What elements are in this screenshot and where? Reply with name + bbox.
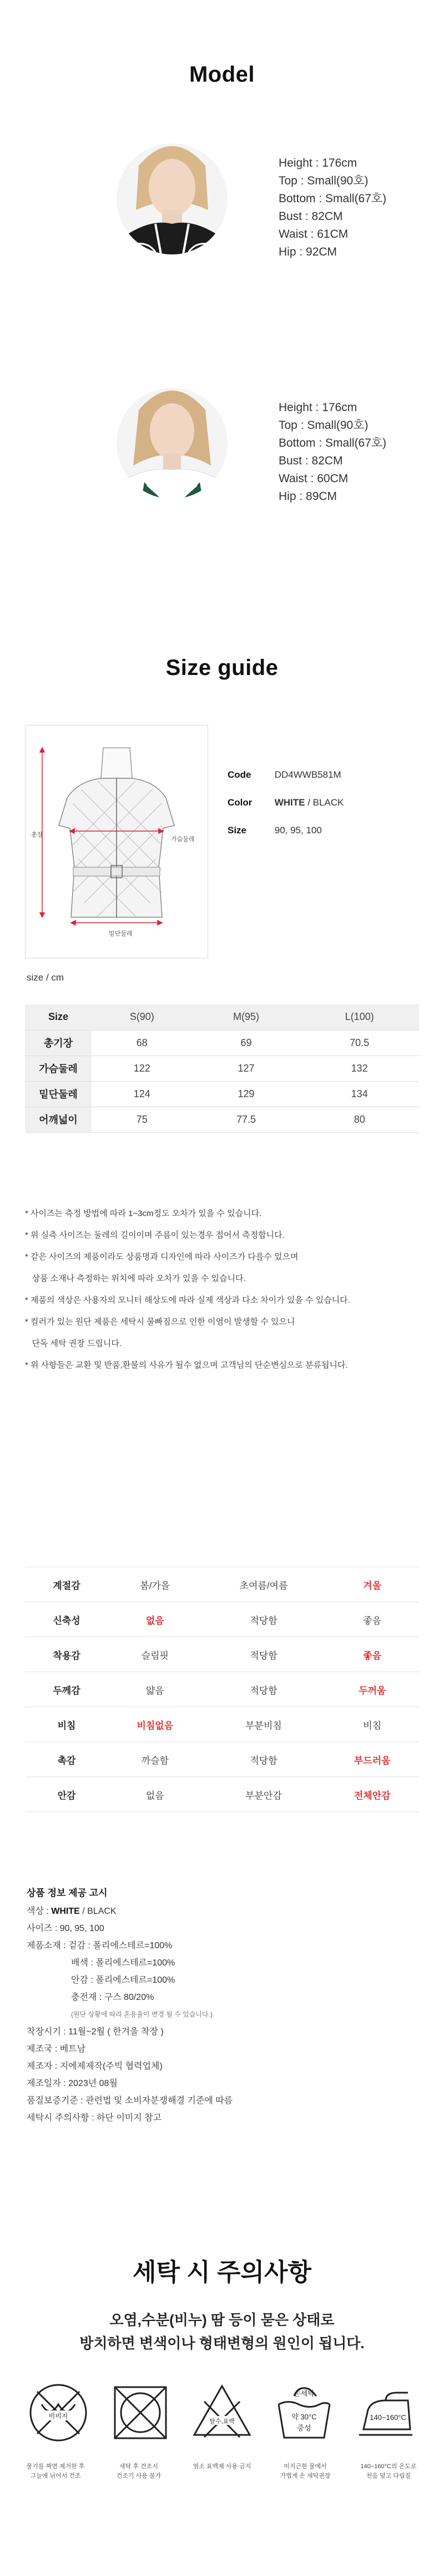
info-color-rest: / BLACK bbox=[79, 1907, 117, 1916]
feature-label: 두께감 bbox=[25, 1672, 108, 1707]
iron-temp-text: 140~160°C bbox=[370, 2413, 406, 2422]
feature-label: 신축성 bbox=[25, 1602, 108, 1637]
water-temp-text: 약 30°C bbox=[291, 2413, 317, 2421]
note-line: * 위 실측 사이즈는 둘레의 길이이며 주름이 있는경우 접어서 측정합니다. bbox=[25, 1231, 285, 1240]
feature-option: 비침없음 bbox=[108, 1707, 202, 1742]
size-header-cell: M(95) bbox=[193, 1004, 300, 1030]
note-line: * 같은 사이즈의 제품이라도 상품명과 디자인에 따라 사이즈가 다를수 있으며 bbox=[25, 1252, 299, 1262]
feature-option: 겨울 bbox=[325, 1567, 419, 1602]
neutral-detergent-text: 중성 bbox=[296, 2424, 311, 2432]
feature-option: 부드러움 bbox=[325, 1742, 419, 1777]
spec-color-row bbox=[228, 789, 344, 817]
spec-size-value: 90, 95, 100 bbox=[274, 825, 322, 836]
table-cell: 129 bbox=[193, 1081, 300, 1107]
info-material-lining: 안감 : 폴리에스테르=100% bbox=[71, 1975, 175, 1985]
table-row bbox=[25, 1030, 419, 1056]
feature-row bbox=[25, 1707, 419, 1742]
table-row bbox=[25, 1081, 419, 1107]
model-waist: Waist : 60CM bbox=[279, 472, 349, 485]
table-cell: 124 bbox=[92, 1081, 193, 1107]
feature-row bbox=[25, 1777, 419, 1812]
no-bleach-icon bbox=[186, 2377, 258, 2449]
feature-label: 촉감 bbox=[25, 1742, 108, 1777]
size-header-cell: L(100) bbox=[300, 1004, 419, 1030]
feature-option: 좋음 bbox=[325, 1602, 419, 1637]
feature-option: 전체안감 bbox=[325, 1777, 419, 1812]
care-caption: 염소 표백제 사용 금지 bbox=[193, 2463, 251, 2470]
size-notes bbox=[25, 1203, 425, 1376]
model-photo-1 bbox=[117, 127, 228, 271]
note-line: * 사이즈는 측정 방법에 따라 1~3cm정도 오차가 있을 수 있습니다. bbox=[25, 1209, 262, 1218]
care-caption: 세탁 후 건조시 건조기 사용 불가 bbox=[116, 2463, 162, 2479]
row-label: 가슴둘레 bbox=[25, 1056, 92, 1081]
spec-size-label: Size bbox=[228, 825, 247, 836]
spec-code-row bbox=[228, 761, 344, 789]
model-block-2 bbox=[0, 371, 444, 532]
product-info-title: 상품 정보 제공 고시 bbox=[27, 1888, 108, 1898]
model-hip: Hip : 92CM bbox=[279, 246, 337, 258]
info-material-trim: 배색 : 폴리에스테르=100% bbox=[71, 1958, 175, 1968]
feature-option: 얇음 bbox=[108, 1672, 202, 1707]
diagram-height-label: 총장 bbox=[31, 832, 43, 838]
care-subtitle-2: 방치하면 변색이나 형태변형의 원인이 됩니다. bbox=[79, 2335, 365, 2352]
table-cell: 68 bbox=[92, 1030, 193, 1056]
table-cell: 122 bbox=[92, 1056, 193, 1081]
feature-option: 부분비침 bbox=[202, 1707, 326, 1742]
info-caution: 세탁시 주의사항 : 하단 이미지 참고 bbox=[27, 2113, 162, 2123]
feature-label: 안감 bbox=[25, 1777, 108, 1812]
no-wring-icon bbox=[22, 2377, 94, 2449]
spec-color-label: Color bbox=[228, 797, 253, 808]
product-info-notice bbox=[27, 1884, 426, 2127]
feature-option: 좋음 bbox=[325, 1637, 419, 1672]
model-photo-2 bbox=[117, 371, 228, 516]
feature-row bbox=[25, 1637, 419, 1672]
note-line: * 위 사항들은 교환 및 반품,환불의 사유가 될수 없으며 고객님의 단순변심으로 분류됩니다. bbox=[25, 1360, 348, 1370]
model-bottom-size: Bottom : Small(67호) bbox=[279, 192, 387, 205]
info-color bbox=[27, 1903, 426, 1920]
model-height: Height : 176cm bbox=[279, 157, 357, 169]
garment-measure-diagram bbox=[25, 725, 208, 958]
feature-option: 슬림핏 bbox=[108, 1637, 202, 1672]
care-title: 세탁 시 주의사항 bbox=[133, 2259, 311, 2286]
spec-color-bold: WHITE bbox=[274, 797, 305, 808]
info-size: 사이즈 : 90, 95, 100 bbox=[27, 1924, 104, 1933]
size-table-header bbox=[25, 1004, 419, 1030]
info-warranty: 품질보증기준 : 관련법 및 소비자분쟁해결 기준에 따름 bbox=[27, 2096, 233, 2105]
iron-icon bbox=[350, 2377, 422, 2449]
no-wring-text: 비비지 bbox=[48, 2412, 68, 2420]
feature-row bbox=[25, 1672, 419, 1707]
model-specs-1 bbox=[279, 154, 386, 261]
model-height: Height : 176cm bbox=[279, 401, 357, 414]
feature-option: 부분안감 bbox=[202, 1777, 326, 1812]
table-cell: 70.5 bbox=[300, 1030, 419, 1056]
product-spec-list bbox=[228, 761, 344, 844]
feature-row bbox=[25, 1602, 419, 1637]
model-block-1 bbox=[0, 127, 444, 288]
size-guide-title: Size guide bbox=[165, 656, 279, 680]
table-cell: 69 bbox=[193, 1030, 300, 1056]
info-date: 제조일자 : 2023년 08월 bbox=[27, 2079, 118, 2088]
feature-option: 없음 bbox=[108, 1777, 202, 1812]
table-cell: 134 bbox=[300, 1081, 419, 1107]
fabric-feature-table bbox=[25, 1567, 419, 1812]
table-row bbox=[25, 1107, 419, 1132]
feature-option: 적당함 bbox=[202, 1742, 326, 1777]
care-caption-row bbox=[17, 2462, 427, 2481]
feature-option: 두꺼움 bbox=[325, 1672, 419, 1707]
size-header-cell: S(90) bbox=[92, 1004, 193, 1030]
row-label: 밑단둘레 bbox=[25, 1081, 92, 1107]
model-specs-2 bbox=[279, 399, 386, 506]
info-maker: 제조자 : 지에제제작(주빅 협력업체) bbox=[27, 2062, 163, 2071]
spec-color-value bbox=[275, 789, 344, 817]
spec-code-value: DD4WWB581M bbox=[274, 769, 341, 780]
feature-option: 없음 bbox=[108, 1602, 202, 1637]
feature-row bbox=[25, 1567, 419, 1602]
feature-option: 비침 bbox=[325, 1707, 419, 1742]
care-icon-row bbox=[22, 2377, 422, 2443]
info-color-bold: WHITE bbox=[51, 1907, 80, 1916]
table-cell: 77.5 bbox=[193, 1107, 300, 1132]
table-cell: 127 bbox=[193, 1056, 300, 1081]
size-header-cell: Size bbox=[25, 1004, 92, 1030]
care-caption: 미지근한 물에서 가볍게 손 세탁권장 bbox=[280, 2463, 331, 2479]
hand-wash-icon bbox=[268, 2377, 340, 2449]
feature-option: 초여름/여름 bbox=[202, 1567, 326, 1602]
model-top-size: Top : Small(90호) bbox=[279, 174, 369, 187]
info-material-note: (원단 상황에 따라 혼용율이 변경 될 수 있습니다.) bbox=[71, 2010, 213, 2018]
info-origin: 제조국 : 베트남 bbox=[27, 2044, 86, 2054]
model-top-size: Top : Small(90호) bbox=[279, 419, 369, 432]
model-waist: Waist : 61CM bbox=[279, 228, 349, 241]
note-line: 단독 세탁 권장 드립니다. bbox=[25, 1339, 122, 1348]
no-tumble-dry-icon bbox=[104, 2377, 176, 2449]
info-material-filling: 충전재 : 구스 80/20% bbox=[71, 1993, 154, 2002]
table-row bbox=[25, 1056, 419, 1081]
care-caption: 물기를 짜면 제거한 후 그늘에 뉘어서 건조 bbox=[26, 2463, 85, 2479]
info-color-label: 색상 : bbox=[27, 1907, 52, 1916]
model-bust: Bust : 82CM bbox=[279, 454, 343, 467]
model-hip: Hip : 89CM bbox=[279, 490, 337, 503]
spec-color-rest: / BLACK bbox=[305, 797, 344, 808]
feature-label: 착용감 bbox=[25, 1637, 108, 1672]
care-caption: 140~160°C의 온도로 천을 덮고 다림질 bbox=[360, 2463, 417, 2479]
feature-option: 봄/가을 bbox=[108, 1567, 202, 1602]
info-season: 착장시기 : 11월~2월 ( 한겨울 착장 ) bbox=[27, 2027, 164, 2037]
model-bottom-size: Bottom : Small(67호) bbox=[279, 437, 387, 449]
feature-row bbox=[25, 1742, 419, 1777]
vest-diagram-svg bbox=[26, 726, 208, 958]
note-line: * 컬러가 있는 원단 제품은 세탁시 물빠짐으로 인한 이염이 발생할 수 있으니 bbox=[25, 1317, 295, 1327]
feature-label: 계절감 bbox=[25, 1567, 108, 1602]
hand-wash-text: 손세탁 bbox=[293, 2389, 315, 2398]
row-label: 어깨넓이 bbox=[25, 1107, 92, 1132]
diagram-chest-label: 가슴둘레 bbox=[171, 836, 195, 843]
diagram-hem-label: 밑단둘레 bbox=[109, 931, 133, 937]
size-unit-label: size / cm bbox=[27, 972, 64, 983]
care-subtitle-1: 오염,수분(비누) 땀 등이 묻은 상태로 bbox=[109, 2312, 335, 2328]
spec-code-label: Code bbox=[228, 769, 251, 780]
note-line: * 제품의 색상은 사용자의 모니터 해상도에 따라 실제 색상과 다소 차이가 있을 수 있습니다. bbox=[25, 1295, 350, 1305]
table-cell: 75 bbox=[92, 1107, 193, 1132]
feature-option: 적당함 bbox=[202, 1602, 326, 1637]
no-bleach-text: 탈수,표백 bbox=[209, 2418, 235, 2425]
feature-label: 비침 bbox=[25, 1707, 108, 1742]
spec-size-row bbox=[228, 817, 344, 844]
size-table bbox=[25, 1004, 419, 1133]
info-material-shell: 제품소재 : 겉감 : 폴리에스테르=100% bbox=[27, 1941, 173, 1950]
feature-option: 적당함 bbox=[202, 1637, 326, 1672]
model-section-title: Model bbox=[189, 62, 255, 87]
table-cell: 80 bbox=[300, 1107, 419, 1132]
feature-option: 적당함 bbox=[202, 1672, 326, 1707]
feature-option: 까슬함 bbox=[108, 1742, 202, 1777]
row-label: 총기장 bbox=[25, 1030, 92, 1056]
note-line: 상품 소재나 측정하는 위치에 따라 오차가 있을 수 있습니다. bbox=[25, 1274, 246, 1283]
model-bust: Bust : 82CM bbox=[279, 210, 343, 223]
table-cell: 132 bbox=[300, 1056, 419, 1081]
